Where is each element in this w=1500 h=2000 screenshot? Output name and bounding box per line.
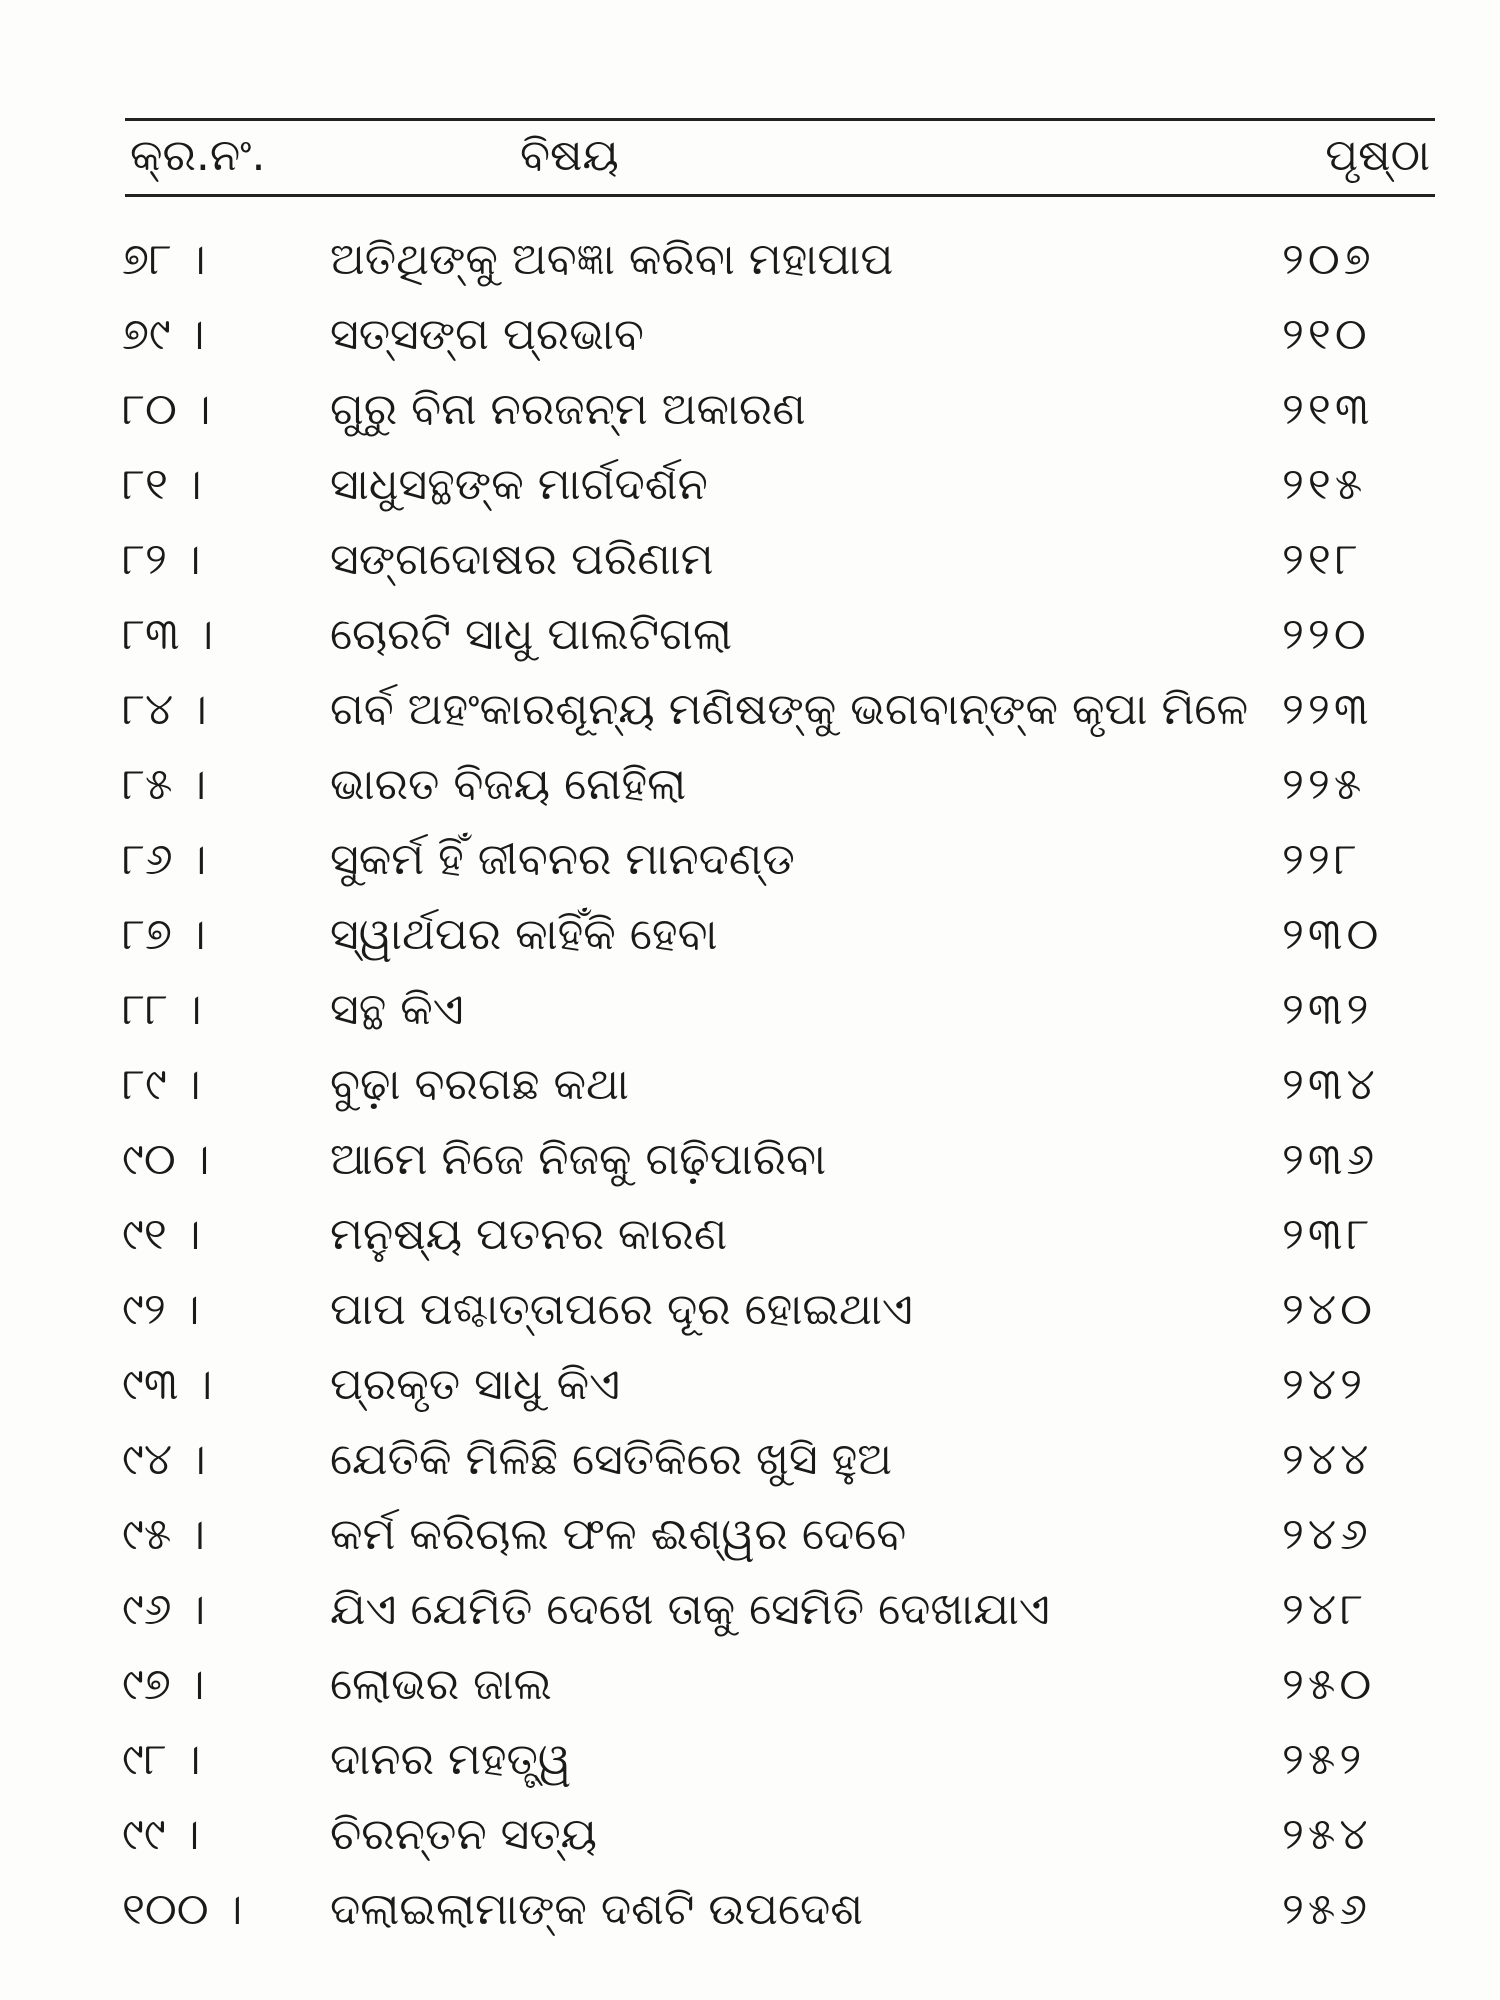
table-of-contents xyxy=(0,222,1500,1947)
entry-page-number: ୨୨୮ xyxy=(1282,834,1361,885)
entry-serial-number: ୯୧ । xyxy=(122,1209,201,1260)
toc-entry xyxy=(0,972,1500,1047)
entry-title: ଚିରନ୍ତନ ସତ୍ୟ xyxy=(330,1809,597,1860)
entry-page-number: ୨୧୩ xyxy=(1282,384,1374,435)
entry-serial-number: ୭୮ । xyxy=(122,234,206,285)
toc-entry xyxy=(0,222,1500,297)
entry-page-number: ୨୪୬ xyxy=(1282,1509,1372,1560)
entry-page-number: ୨୧୮ xyxy=(1282,534,1362,585)
entry-page-number: ୨୨୦ xyxy=(1282,609,1370,660)
entry-serial-number: ୭୯ । xyxy=(122,309,205,360)
entry-title: ପ୍ରକୃତ ସାଧୁ କିଏ xyxy=(330,1359,621,1410)
entry-page-number: ୨୩୮ xyxy=(1282,1209,1374,1260)
toc-entry xyxy=(0,897,1500,972)
entry-page-number: ୨୩୦ xyxy=(1282,909,1383,960)
entry-title: ଗୁରୁ ବିନା ନରଜନ୍ମ ଅକାରଣ xyxy=(330,384,806,435)
entry-serial-number: ୮୧ । xyxy=(122,459,202,510)
topic-heading: ବିଷୟ xyxy=(520,130,619,181)
entry-page-number: ୨୪୮ xyxy=(1282,1584,1368,1635)
header-top-rule xyxy=(125,118,1435,121)
toc-entry xyxy=(0,1272,1500,1347)
entry-page-number: ୨୧୦ xyxy=(1282,309,1371,360)
toc-entry xyxy=(0,1722,1500,1797)
entry-title: ବୁଢ଼ା ବରଗଛ କଥା xyxy=(330,1059,629,1110)
toc-entry xyxy=(0,1572,1500,1647)
entry-title: ପାପ ପଶ୍ଚାତ୍ତାପରେ ଦୂର ହୋଇଥାଏ xyxy=(330,1284,913,1335)
entry-title: ସାଧୁସନ୍ଥଙ୍କ ମାର୍ଗଦର୍ଶନ xyxy=(330,459,708,510)
toc-entry xyxy=(0,672,1500,747)
toc-entry xyxy=(0,522,1500,597)
entry-title: ଭାରତ ବିଜୟ ନୋହିଲା xyxy=(330,759,687,810)
toc-entry xyxy=(0,447,1500,522)
entry-title: କର୍ମ କରିଚାଲ ଫଳ ଈଶ୍ୱର ଦେବେ xyxy=(330,1509,907,1560)
page-number-heading: ପୃଷ୍ଠା xyxy=(1325,130,1430,181)
toc-entry xyxy=(0,1422,1500,1497)
entry-title: ଚୋରଟି ସାଧୁ ପାଲଟିଗଲା xyxy=(330,609,733,660)
entry-serial-number: ୮୦ । xyxy=(122,384,211,435)
entry-title: ସ୍ୱାର୍ଥପର କାହିଁକି ହେବା xyxy=(330,909,718,960)
toc-entry xyxy=(0,1797,1500,1872)
entry-page-number: ୨୪୨ xyxy=(1282,1359,1367,1410)
toc-entry xyxy=(0,1872,1500,1947)
toc-entry xyxy=(0,597,1500,672)
entry-title: ସନ୍ଥ କିଏ xyxy=(330,984,464,1035)
entry-serial-number: ୧୦୦ । xyxy=(122,1884,243,1935)
toc-entry xyxy=(0,822,1500,897)
entry-page-number: ୨୩୬ xyxy=(1282,1134,1379,1185)
entry-title: ଆମେ ନିଜେ ନିଜକୁ ଗଢ଼ିପାରିବା xyxy=(330,1134,827,1185)
toc-entry xyxy=(0,372,1500,447)
entry-page-number: ୨୨୫ xyxy=(1282,759,1366,810)
entry-serial-number: ୯୫ । xyxy=(122,1509,206,1560)
entry-serial-number: ୯୮ । xyxy=(122,1734,201,1785)
toc-entry xyxy=(0,1047,1500,1122)
entry-page-number: ୨୫୦ xyxy=(1282,1659,1376,1710)
entry-serial-number: ୮୪ । xyxy=(122,684,207,735)
entry-title: ଅତିଥିଙ୍କୁ ଅବଜ୍ଞା କରିବା ମହାପାପ xyxy=(330,234,894,285)
toc-entry xyxy=(0,1197,1500,1272)
entry-serial-number: ୮୮ । xyxy=(122,984,202,1035)
entry-title: ସତ୍‌ସଙ୍ଗ ପ୍ରଭାବ xyxy=(330,309,644,360)
entry-title: ଲୋଭର ଜାଲ xyxy=(330,1659,552,1710)
entry-page-number: ୨୫୬ xyxy=(1282,1884,1371,1935)
toc-entry xyxy=(0,1122,1500,1197)
entry-serial-number: ୮୩ । xyxy=(122,609,214,660)
entry-serial-number: ୯୨ । xyxy=(122,1284,200,1335)
entry-serial-number: ୯୩ । xyxy=(122,1359,213,1410)
header-bottom-rule xyxy=(125,194,1435,197)
entry-title: ଯେତିକି ମିଳିଛି ସେତିକିରେ ଖୁସି ହୁଅ xyxy=(330,1434,892,1485)
entry-page-number: ୨୦୭ xyxy=(1282,234,1375,285)
entry-page-number: ୨୩୨ xyxy=(1282,984,1373,1035)
entry-serial-number: ୯୦ । xyxy=(122,1134,210,1185)
serial-number-heading: କ୍ର.ନଂ. xyxy=(130,130,266,181)
entry-page-number: ୨୫୪ xyxy=(1282,1809,1372,1860)
entry-title: ଦଲାଇଲାମାଙ୍କ ଦଶଟି ଉପଦେଶ xyxy=(330,1884,864,1935)
toc-entry xyxy=(0,1497,1500,1572)
entry-serial-number: ୮୯ । xyxy=(122,1059,201,1110)
entry-serial-number: ୯୬ । xyxy=(122,1584,206,1635)
entry-title: ଗର୍ବ ଅହଂକାରଶୂନ୍ୟ ମଣିଷଙ୍କୁ ଭଗବାନ୍‌ଙ୍କ କୃପା ମିଳେ xyxy=(330,684,1249,735)
entry-page-number: ୨୧୫ xyxy=(1282,459,1367,510)
entry-title: ଦାନର ମହତ୍ତ୍ୱ xyxy=(330,1734,572,1785)
toc-entry xyxy=(0,1647,1500,1722)
entry-serial-number: ୯୯ । xyxy=(122,1809,200,1860)
toc-entry xyxy=(0,1347,1500,1422)
entry-page-number: ୨୨୩ xyxy=(1282,684,1373,735)
entry-serial-number: ୮୬ । xyxy=(122,834,207,885)
entry-page-number: ୨୫୨ xyxy=(1282,1734,1366,1785)
entry-serial-number: ୯୭ । xyxy=(122,1659,205,1710)
entry-serial-number: ୮୭ । xyxy=(122,909,206,960)
entry-serial-number: ୮୨ । xyxy=(122,534,201,585)
entry-serial-number: ୯୪ । xyxy=(122,1434,206,1485)
entry-title: ଯିଏ ଯେମିତି ଦେଖେ ତାକୁ ସେମିତି ଦେଖାଯାଏ xyxy=(330,1584,1050,1635)
entry-title: ମନୁଷ୍ୟ ପତନର କାରଣ xyxy=(330,1209,728,1260)
toc-entry xyxy=(0,747,1500,822)
entry-serial-number: ୮୫ । xyxy=(122,759,207,810)
entry-page-number: ୨୪୪ xyxy=(1282,1434,1373,1485)
entry-title: ସୁକର୍ମ ହିଁ ଜୀବନର ମାନଦଣ୍ଡ xyxy=(330,834,795,885)
entry-page-number: ୨୩୪ xyxy=(1282,1059,1379,1110)
entry-page-number: ୨୪୦ xyxy=(1282,1284,1376,1335)
entry-title: ସଙ୍ଗଦୋଷର ପରିଣାମ xyxy=(330,534,714,585)
toc-entry xyxy=(0,297,1500,372)
